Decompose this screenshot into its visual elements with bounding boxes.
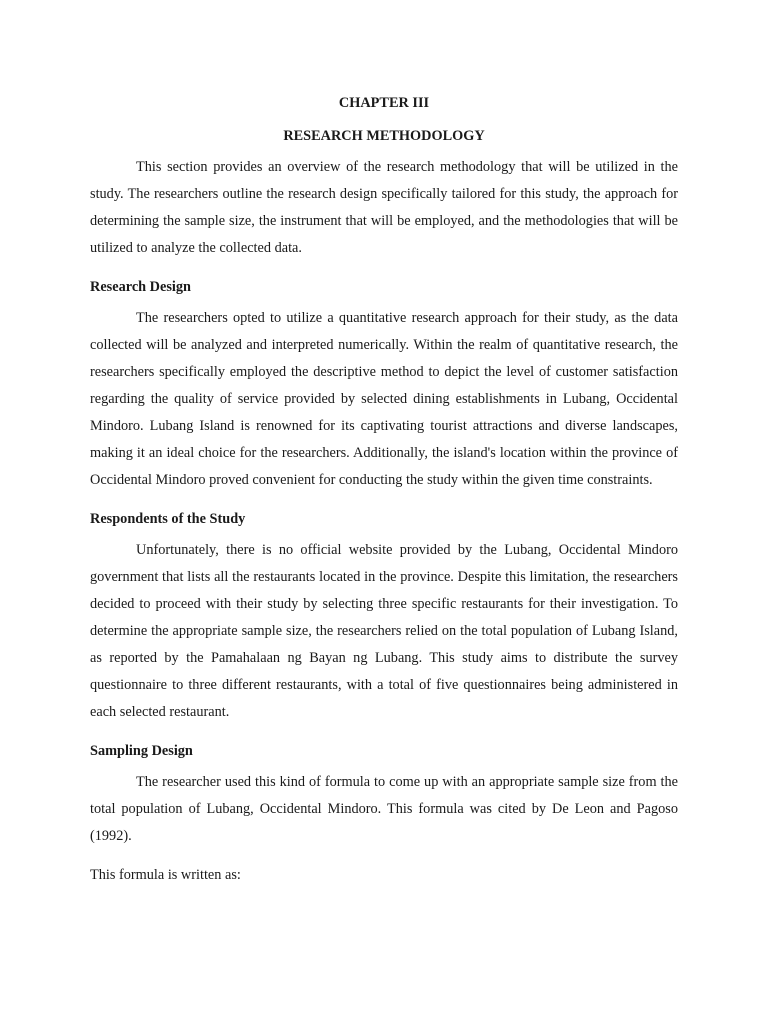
- section-heading-sampling-design: Sampling Design: [90, 743, 193, 759]
- section-paragraph-respondents: Unfortunately, there is no official website provided by the Lubang, Occidental Mindoro government that lists all the restaurants located in the province. Despite this limitation, the researchers decided to proceed with their study by selecting three specific restaurants for their investigation. To determine the appropriate sample size, the researchers relied on the total population of Lubang Island, as reported by the Pamahalaan ng Bayan ng Lubang. This study aims to distribute the survey questionnaire to three different restaurants, with a total of five questionnaires being administered in each selected restaurant.: [90, 542, 678, 720]
- section-paragraph-research-design: The researchers opted to utilize a quantitative research approach for their study, as the data collected will be analyzed and interpreted numerically. Within the realm of quantitative research, the researchers specifically employed the descriptive method to depict the level of customer satisfaction regarding the quality of service provided by selected dining establishments in Lubang, Occidental Mindoro. Lubang Island is renowned for its captivating tourist attractions and diverse landscapes, making it an ideal choice for the researchers. Additionally, the island's location within the province of Occidental Mindoro proved convenient for conducting the study within the given time constraints.: [90, 310, 678, 488]
- section-heading-respondents: Respondents of the Study: [90, 511, 246, 527]
- chapter-title: RESEARCH METHODOLOGY: [283, 128, 485, 144]
- section-heading-research-design: Research Design: [90, 279, 191, 295]
- formula-intro-line: This formula is written as:: [90, 867, 241, 883]
- intro-paragraph: This section provides an overview of the research methodology that will be utilized in the study. The researchers outline the research design specifically tailored for this study, the approach for determining the sample size, the instrument that will be employed, and the methodologies that will be utilized to analyze the collected data.: [90, 159, 678, 256]
- document-page: [90, 88, 678, 889]
- section-paragraph-sampling-design: The researcher used this kind of formula to come up with an appropriate sample size from the total population of Lubang, Occidental Mindoro. This formula was cited by De Leon and Pagoso (1992).: [90, 774, 678, 844]
- chapter-label: CHAPTER III: [338, 95, 430, 111]
